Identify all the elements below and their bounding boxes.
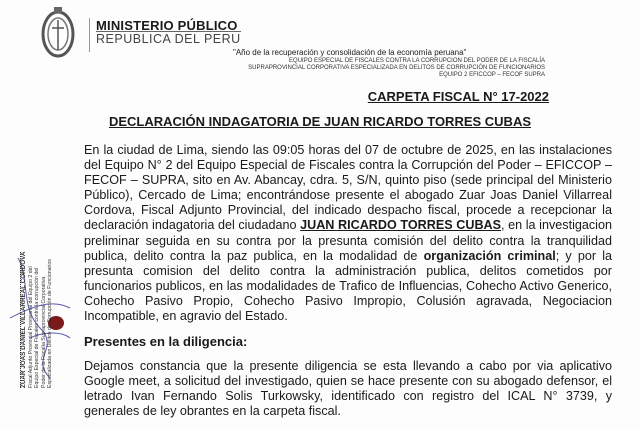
year-motto: "Año de la recuperación y consolidación de la economía peruana": [233, 48, 467, 57]
country-name: REPUBLICA DEL PERU: [96, 32, 241, 46]
stamp-line: Poder de la Fiscalía Supraprovincial Corporativa: [40, 276, 47, 388]
carpeta-number: CARPETA FISCAL N° 17-2022: [367, 89, 549, 104]
crime: organización criminal: [423, 248, 556, 263]
paragraph-intro: [84, 143, 612, 324]
institution-name: MINISTERIO PÚBLICO: [96, 18, 238, 33]
team-line: EQUIPO 2 EFICCOP – FECOF SUPRA: [439, 72, 545, 78]
stamp-line: Equipo Especial de Fiscales contra la corrupción del: [34, 267, 40, 388]
team-line: EQUIPO ESPECIAL DE FISCALES CONTRA LA CORRUPCION DEL PODER DE LA FISCALÍA: [289, 58, 545, 64]
stamp-line: Especializada en Delitos de Corrupción de Funcionarios: [47, 259, 53, 388]
text: En la ciudad de Lima, siendo las 09:05 horas del 07 de octubre de 2025, en las instalaciones del Equipo N° 2 del Equipo Especial de Fiscales contra la Corrupción del Poder – EFICCOP – FECOF – SUPRA, sito en Av. Abancay, cdra. 5, S/N, quinto piso (sede principal del Ministerio Público), Cercado de Lima; encontrándose presente el abogado Zuar Joas Daniel Villarreal Cordova, Fiscal Adjunto Provincial, del indicado despacho fiscal, procede a recepcionar la declaración indagatoria del ciudadano: [84, 143, 612, 233]
stamp-name: ZUAR JOAS DANIEL VILLARREAL CORDOVA: [20, 251, 27, 388]
document-body: [84, 0, 612, 430]
team-line: SUPRAPROVINCIAL CORPORATIVA ESPECIALIZADA EN DELITOS DE CORRUPCIÓN DE FUNCIONARIOS: [248, 65, 545, 71]
signature-stamp: [20, 252, 54, 388]
document-title: DECLARACIÓN INDAGATORIA DE JUAN RICARDO TORRES CUBAS: [108, 114, 532, 129]
text: ; y por la presunta comision del delito contra la administración publica, delitos cometidos por funcionarios publicos, en las modalidades de Trafico de Influencias, Cohecho Activo Generico, Cohecho Pasivo Propio, Cohecho Pasivo Impropio, Colusión agravada, Negociacion Incompatible, en agravio del Estado.: [84, 248, 613, 324]
text: , en la investigacion preliminar seguida en su contra por la presunta comisión del delito contra la tranquilidad publica, delito contra la paz publica, en la modalidad de: [84, 218, 612, 263]
stamp-line: Fiscal Adjunto Provincial Provisional del Equipo 2 del: [27, 266, 34, 388]
section-heading: Presentes en la diligencia:: [84, 334, 248, 350]
paragraph-attendees: Dejamos constancia que la presente diligencia se esta llevando a cabo por via aplicativo Google meet, a solicitud del investigado, quien se hace presente con su abogado defensor, el letrado Ivan Fernando Solis Turkowsky, identificado con registro del ICAL N° 3739, y generales de ley obrantes en la carpeta fiscal.: [84, 359, 612, 419]
defendant-name: JUAN RICARDO TORRES CUBAS: [300, 218, 502, 233]
ministerio-publico-seal-icon: [40, 4, 76, 60]
